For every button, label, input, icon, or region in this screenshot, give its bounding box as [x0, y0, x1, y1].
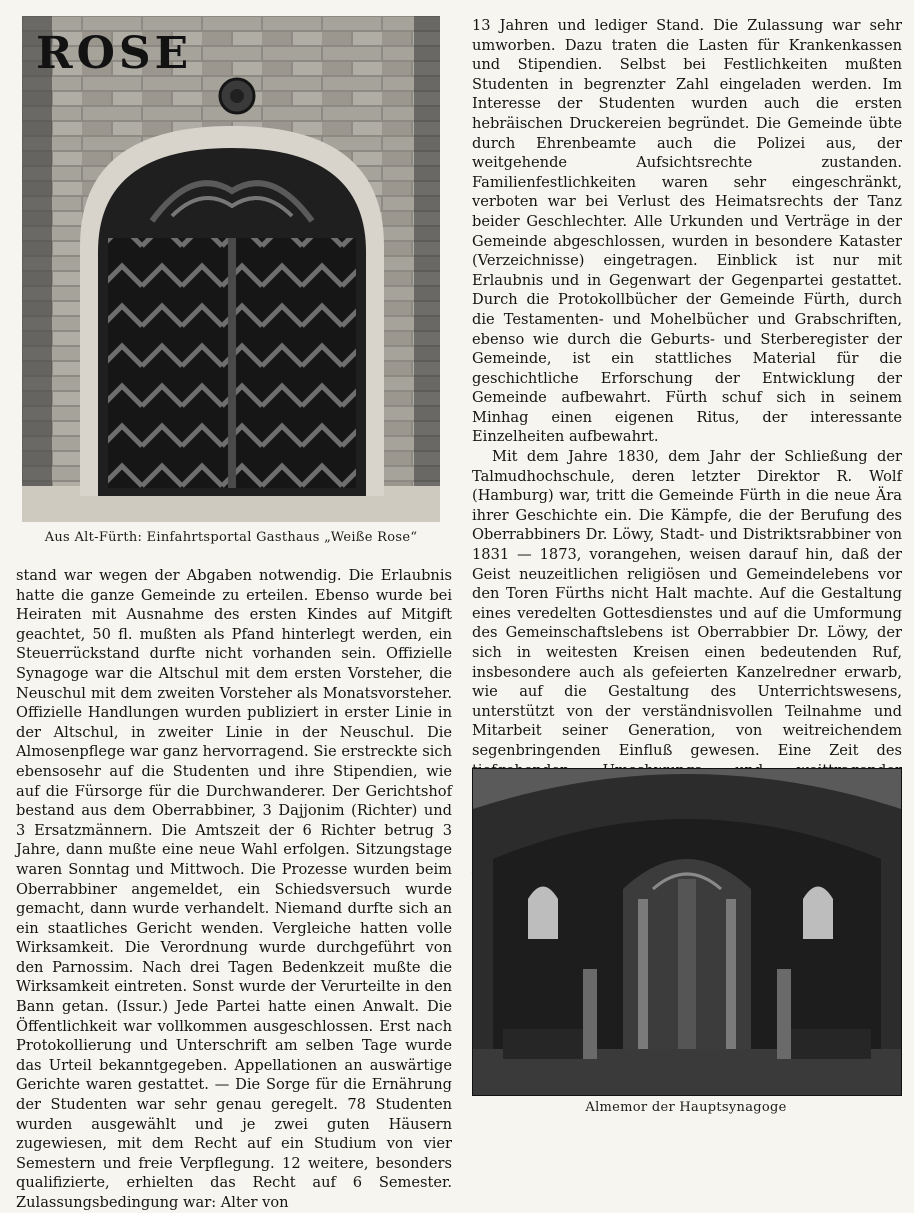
paragraph: 13 Jahren und lediger Stand. Die Zulassung war sehr umworben. Dazu traten die Lasten für Krankenkassen und Stipendien. Selbst bei Festlichkeiten mußten Studenten in begrenzter Zahl eingeladen werden. Im Interesse der Studenten wurden auch die ersten hebräischen Druckereien begründet. Die Gemeinde übte durch Ehrenbeamte auch die Polizei aus, der weitgehende Aufsichtsrechte zustanden. Familienfestlichkeiten waren sehr eingeschränkt, verboten war bei Verlust des Heimatsrechts der Tanz beider Geschlechter. Alle Urkunden und Verträge in der Gemeinde abgeschlossen, wurden in besondere Kataster (Verzeichnisse) eingetragen. Einblick ist nur mit Erlaubnis und in Gegenwart der Gegenpartei gestattet. Durch die Protokollbücher der Gemeinde Fürth, durch die Testamenten- und Mohelbücher und Grabschriften, ebenso wie durch die Geburts- und Sterberegister der Gemeinde, ist ein stattliches Material für die geschichtliche Erforschung der Entwicklung der Gemeinde aufbewahrt. Fürth schuf sich in seinem Minhag einen eigenen Ritus, der interessante Einzelheiten aufbewahrt. [472, 17, 902, 446]
left-text-column [16, 566, 452, 1213]
sign-text: ROSE [36, 28, 193, 79]
synagogue-photo [472, 768, 902, 1096]
door-photo-caption: Aus Alt-Fürth: Einfahrtsportal Gasthaus „Weiße Rose“ [44, 530, 418, 545]
paragraph: stand war wegen der Abgaben notwendig. Die Erlaubnis hatte die ganze Gemeinde zu erteilen. Ebenso wurde bei Heiraten mit Ausnahme des ersten Kindes auf Mitgift geachtet, 50 fl. mußten als Pfand hinterlegt werden, ein Steuerrückstand durfte nicht vorhanden sein. Offizielle Synagoge war die Altschul mit dem ersten Vorsteher, die Neuschul mit dem zweiten Vorsteher als Monatsvorsteher. Offizielle Handlungen wurden publiziert in erster Linie in der Altschul, in zweiter Linie in der Neuschul. Die Almosenpflege war ganz hervorragend. Sie erstreckte sich ebensosehr auf die Studenten und ihre Stipendien, wie auf die Fürsorge für die Durchwanderer. Der Gerichtshof bestand aus dem Oberrabbiner, 3 Dajjonim (Richter) und 3 Ersatzmännern. Die Amtszeit der 6 Richter betrug 3 Jahre, dann mußte eine neue Wahl erfolgen. Sitzungstage waren Sonntag und Mittwoch. Die Prozesse wurden beim Oberrabbiner angemeldet, ein Schiedsversuch wurde gemacht, dann wurde verhandelt. Niemand durfte sich an ein staatliches Gericht wenden. Vergleiche hatten volle Wirksamkeit. Die Verordnung wurde durchgeführt von den Parnossim. Nach drei Tagen Bedenkzeit mußte die Wirksamkeit eintreten. Sonst wurde der Verurteilte in den Bann getan. (Issur.) Jede Partei hatte einen Anwalt. Die Öffentlichkeit war vollkommen ausgeschlossen. Erst nach Protokollierung und Unterschrift am selben Tage wurde das Urteil bekanntgegeben. Appellationen an auswärtige Gerichte waren gestattet. — Die Sorge für die Ernährung der Studenten war sehr genau geregelt. 78 Studenten wurden ausgewählt und je zwei guten Häusern zugewiesen, mit dem Recht auf ein Studium von vier Semestern und freie Verpflegung. 12 weitere, besonders qualifizierte, erhielten das Recht auf 6 Semester. Zulassungsbedingung war: Alter von [16, 567, 452, 1211]
synagogue-photo-caption: Almemor der Hauptsynagoge [585, 1100, 787, 1115]
paragraph: Mit dem Jahre 1830, dem Jahr der Schließung der Talmudhochschule, deren letzter Direktor R. Wolf (Hamburg) war, tritt die Gemeinde Fürth in die neue Ära ihrer Geschichte ein. Die Kämpfe, die der Berufung des Oberrabbiners Dr. Löwy, Stadt- und Distriktsrabbiner von 1831 — 1873, vorangehen, weisen darauf hin, daß der Geist neuzeitlichen religiösen und Gemeindelebens vor den Toren Fürths nicht Halt machte. Auf die Gestaltung eines veredelten Gottesdienstes und auf die Umformung des Gemeinschaftslebens ist Oberrabbier Dr. Löwy, der sich in weitesten Kreisen einen bedeutenden Ruf, insbesondere auch als gefeierten Kanzelredner erwarb, wie auf die Gestaltung des Unterrichtswesens, unterstützt von der verständnisvollen Teilnahme und Mitarbeit seiner Generation, von weitreichendem segenbringenden Einfluß gewesen. Eine Zeit des [472, 448, 902, 759]
door-photo [22, 16, 440, 522]
